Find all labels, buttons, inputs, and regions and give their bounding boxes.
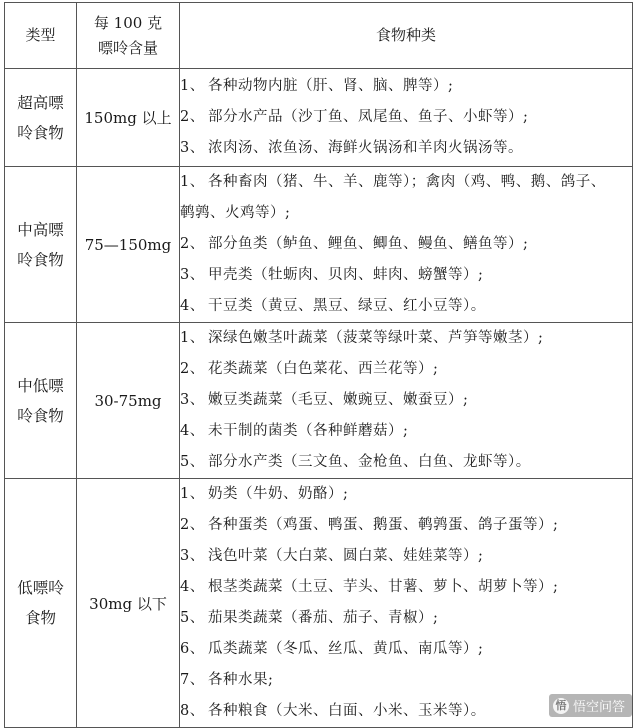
- header-amount: [77, 3, 180, 69]
- item-text: 浅色叶菜（大白菜、圆白菜、娃娃菜等）;: [208, 548, 484, 564]
- item-number: 5、: [180, 610, 205, 626]
- item-text: 各种粮食（大米、白面、小米、玉米等）。: [208, 703, 486, 719]
- purine-amount-cell: 30-75mg: [77, 323, 180, 479]
- item-text: 根茎类蔬菜（土豆、芋头、甘薯、萝卜、胡萝卜等）;: [208, 579, 559, 595]
- food-list-item: [180, 133, 632, 164]
- category-label: 中低嘌: [17, 376, 64, 395]
- item-number: 7、: [180, 672, 205, 688]
- item-number: 2、: [180, 361, 205, 377]
- food-list-item: [180, 603, 632, 634]
- table-row: [5, 479, 633, 728]
- food-list-item: [180, 102, 632, 133]
- item-number: 3、: [180, 392, 205, 408]
- food-list-item: [180, 354, 632, 385]
- item-number: 4、: [180, 298, 205, 314]
- food-list-item: [180, 634, 632, 665]
- item-number: 2、: [180, 236, 205, 252]
- food-list-item: [180, 260, 632, 291]
- item-text: 各种动物内脏（肝、肾、脑、脾等）;: [208, 78, 454, 94]
- header-amount-line2: 嘌呤含量: [97, 38, 158, 57]
- category-cell: [5, 69, 77, 167]
- item-number: 8、: [180, 703, 205, 719]
- item-text: 浓肉汤、浓鱼汤、海鲜火锅汤和羊肉火锅汤等。: [208, 140, 523, 156]
- item-number: 3、: [180, 267, 205, 283]
- food-list-item: [180, 167, 632, 198]
- item-text: 各种畜肉（猪、牛、羊、鹿等）；禽肉（鸡、鸭、鹅、鸽子、: [208, 174, 606, 190]
- food-list-item-continuation: 鹌鹑、火鸡等）;: [180, 205, 291, 221]
- food-list-cell: [180, 69, 633, 167]
- purine-food-table: [4, 2, 633, 728]
- item-text: 茄果类蔬菜（番茄、茄子、青椒）;: [208, 610, 439, 626]
- table-row: [5, 69, 633, 167]
- food-list-item: [180, 385, 632, 416]
- food-list-cell: [180, 479, 633, 728]
- watermark-text: 悟空问答: [572, 700, 625, 715]
- item-text: 甲壳类（牡蛎肉、贝肉、蚌肉、螃蟹等）;: [208, 267, 484, 283]
- header-row: [5, 3, 633, 69]
- category-label: 中高嘌: [17, 220, 64, 239]
- item-number: 3、: [180, 140, 205, 156]
- purine-amount-cell: 150mg 以上: [77, 69, 180, 167]
- item-number: 5、: [180, 454, 205, 470]
- food-list-item: [180, 479, 632, 510]
- category-label: 呤食物: [17, 123, 64, 142]
- food-list-item: [180, 323, 632, 354]
- category-label: 低嘌呤: [17, 579, 64, 597]
- table-row: [5, 167, 633, 323]
- food-list-item: [180, 541, 632, 572]
- category-cell: [5, 167, 77, 323]
- food-list-item: [180, 291, 632, 322]
- item-text: 干豆类（黄豆、黑豆、绿豆、红小豆等）。: [208, 298, 486, 314]
- header-amount-line1: 每 100 克: [93, 13, 163, 32]
- item-number: 2、: [180, 109, 205, 125]
- item-text: 嫩豆类蔬菜（毛豆、嫩豌豆、嫩蚕豆）;: [208, 392, 469, 408]
- item-number: 4、: [180, 579, 205, 595]
- purine-amount-cell: 30mg 以下: [77, 479, 180, 728]
- item-text: 花类蔬菜（白色菜花、西兰花等）;: [208, 361, 439, 377]
- table-row: [5, 323, 633, 479]
- food-list-item: [180, 510, 632, 541]
- item-text: 未干制的菌类（各种鲜蘑菇）;: [208, 423, 409, 439]
- item-text: 瓜类蔬菜（冬瓜、丝瓜、黄瓜、南瓜等）;: [208, 641, 484, 657]
- item-number: 1、: [180, 174, 205, 190]
- item-text: 部分水产品（沙丁鱼、凤尾鱼、鱼子、小虾等）;: [208, 109, 529, 125]
- item-number: 3、: [180, 548, 205, 564]
- item-text: 各种蛋类（鸡蛋、鸭蛋、鹅蛋、鹌鹑蛋、鸽子蛋等）;: [208, 517, 559, 533]
- item-text: 部分鱼类（鲈鱼、鲤鱼、鲫鱼、鳗鱼、鳝鱼等）;: [208, 236, 529, 252]
- food-list-item: [180, 572, 632, 603]
- item-text: 奶类（牛奶、奶酪）;: [208, 486, 349, 502]
- food-list-item: [180, 71, 632, 102]
- food-list-item: [180, 416, 632, 447]
- item-number: 1、: [180, 330, 205, 346]
- category-label: 呤食物: [17, 406, 64, 425]
- item-text: 深绿色嫩茎叶蔬菜（菠菜等绿叶菜、芦笋等嫩茎）;: [208, 330, 544, 346]
- item-number: 4、: [180, 423, 205, 439]
- category-label: 超高嘌: [17, 93, 64, 112]
- item-number: 1、: [180, 486, 205, 502]
- item-number: 2、: [180, 517, 205, 533]
- item-number: 1、: [180, 78, 205, 94]
- item-text: 各种水果;: [208, 672, 274, 688]
- wukong-logo-icon: 悟: [553, 698, 569, 714]
- category-label: 食物: [24, 609, 56, 627]
- watermark: [549, 694, 632, 717]
- item-number: 6、: [180, 641, 205, 657]
- category-label: 呤食物: [17, 250, 64, 269]
- header-type: 类型: [5, 3, 77, 69]
- header-foods: 食物种类: [180, 3, 633, 69]
- food-list-item: [180, 229, 632, 260]
- purine-amount-cell: 75—150mg: [77, 167, 180, 323]
- food-list-cell: [180, 167, 633, 323]
- food-list-item: [180, 447, 632, 478]
- category-cell: [5, 323, 77, 479]
- category-cell: [5, 479, 77, 728]
- food-list-item: [180, 665, 632, 696]
- food-list-cell: [180, 323, 633, 479]
- item-text: 部分水产类（三文鱼、金枪鱼、白鱼、龙虾等）。: [208, 454, 531, 470]
